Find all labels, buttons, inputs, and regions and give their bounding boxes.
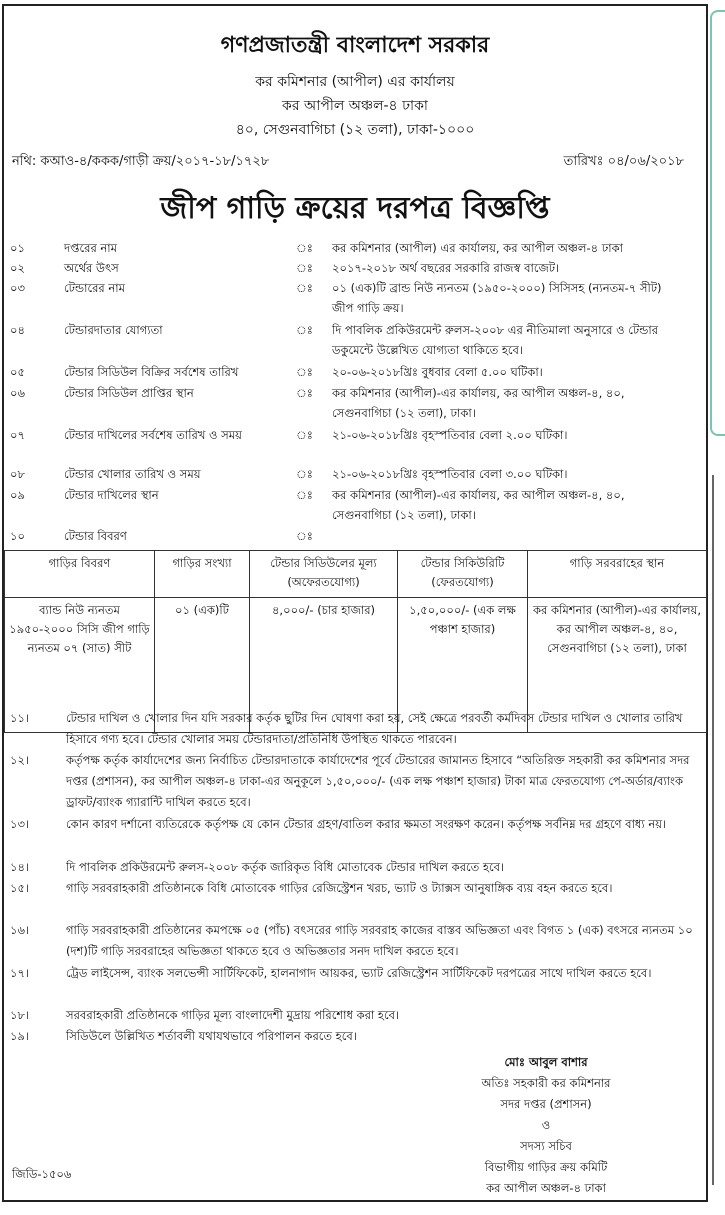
tender-notice [2, 4, 708, 1202]
office-zone: কর আপীল অঞ্চল-৪ ঢাকা [282, 98, 428, 114]
clause [10, 814, 694, 835]
clause-number: ১৮। [10, 1008, 30, 1022]
clause-text: দি পাবলিক প্রকিউরমেন্ট রুলস-২০০৮ কর্তৃক জারিকৃত বিধি মোতাবেক টেন্ডার দাখিল করতে হবে। [66, 860, 505, 874]
item-value: ২০১৭-২০১৮ অর্থ বছরের সরকারি রাজস্ব বাজেট। [332, 261, 560, 275]
item-value: ২১-০৬-২০১৮খ্রিঃ বৃহস্পতিবার বেলা ২.০০ ঘটিকা। [332, 428, 568, 442]
item-colon: ঃ [296, 261, 313, 275]
clause-text: সরবরাহকারী প্রতিষ্ঠানকে গাড়ির মূল্য বাংলাদেশী মুদ্রায় পরিশোধ করা হবে। [66, 1008, 400, 1022]
item-number: ০১ [10, 241, 25, 255]
item-number: ০৯ [10, 488, 25, 502]
table-header: গাড়ির বিবরণ [5, 551, 155, 598]
item-label: টেন্ডারদাতার যোগ্যতা [64, 323, 163, 337]
tender-table [4, 550, 707, 733]
item-number: ১০ [10, 529, 25, 543]
clause [10, 857, 694, 878]
clause-number: ১৭। [10, 966, 30, 980]
clause-number: ১১। [10, 711, 30, 725]
clause [10, 1026, 694, 1047]
clause-text: কোন কারণ দর্শানো ব্যতিরেকে কর্তৃপক্ষ যে কোন টেন্ডার গ্রহণ/বাতিল করার ক্ষমতা সংরক্ষণ করেন। কর্তৃপক্ষ সর্বনিম্ন দর গ্রহণে বাধ্য নয়। [66, 817, 667, 831]
item-value: কর কমিশনার (আপীল)-এর কার্যালয়, কর আপীল অঞ্চল-৪, ৪০, সেগুনবাগিচা (১২ তলা), ঢাকা। [332, 386, 625, 420]
clause [10, 920, 694, 962]
clause-number: ১৬। [10, 923, 30, 937]
item-number: ০৫ [10, 365, 25, 379]
table-header: টেন্ডার সিকিউরিটি (ফেরতযোগ্য) [398, 551, 528, 598]
clause [10, 750, 694, 813]
clause [10, 708, 694, 750]
item-colon: ঃ [296, 241, 313, 255]
item-number: ০৮ [10, 467, 25, 481]
clause-text: ট্রেড লাইসেন্স, ব্যাংক সলভেন্সী সার্টিফিকেট, হালনাগাদ আয়কর, ভ্যাট রেজিস্ট্রেশন সার্টিফিকেট দরপত্রের সাথে দাখিল করতে হবে। [66, 966, 652, 980]
signatory-conjunction: ও [541, 1118, 551, 1132]
item-value: ০১ (এক)টি ব্রান্ড নিউ ন্যনতম (১৯৫০-২০০০) সিসিসহ (ন্যনতম-৭ সীট) জীপ গাড়ি ক্রয়। [332, 281, 662, 315]
item-value: ২১-০৬-২০১৮খ্রিঃ বৃহস্পতিবার বেলা ৩.০০ ঘটিকা। [332, 467, 568, 481]
item-number: ০৭ [10, 428, 25, 442]
item-colon: ঃ [296, 428, 313, 442]
item-colon: ঃ [296, 467, 313, 481]
item-value: ২০-০৬-২০১৮খ্রিঃ বুধবার বেলা ৫.০০ ঘটিকা। [332, 365, 543, 379]
notice-headline: জীপ গাড়ি ক্রয়ের দরপত্র বিজ্ঞপ্তি [160, 191, 550, 226]
item-label: টেন্ডার খোলার তারিখ ও সময় [64, 467, 201, 481]
item-number: ০৩ [10, 281, 25, 295]
item-label: টেন্ডার বিবরণ [64, 529, 127, 543]
item-number: ০৪ [10, 323, 25, 337]
clause-text: টেন্ডার দাখিল ও খোলার দিন যদি সরকার কর্তৃক ছুটির দিন ঘোষণা করা হয়, সেই ক্ষেত্রে পরবর্তী কর্মদিবস টেন্ডার দাখিল ও খোলার তারিখ হিসাবে গণ্য হবে। টেন্ডার খোলার সময় টেন্ডারদাতা/প্রতিনিধি উপস্থিত থাকতে পারবেন। [66, 711, 683, 746]
clause-text: সিডিউলে উল্লিখিত শর্তাবলী যথাযথভাবে পরিপালন করতে হবে। [66, 1029, 357, 1043]
table-cell: ব্যান্ড নিউ ন্যনতম ১৯৫০-২০০০ সিসি জীপ গাড়ি ন্যনতম ০৭ (সাত) সীট [5, 598, 155, 733]
table-header: গাড়ির সংখ্যা [155, 551, 250, 598]
clause-text: গাড়ি সরবরাহকারী প্রতিষ্ঠানকে বিধি মোতাবেক গাড়ির রেজিস্ট্রেশন খরচ, ভ্যাট ও ট্যাক্সস আনুষাঙ্গিক ব্যয় বহন করতে হবে। [66, 881, 613, 895]
item-number: ০৬ [10, 386, 25, 400]
signatory-title: সদস্য সচিব [520, 1139, 572, 1153]
gd-number: জিডি-১৫০৬ [12, 1167, 72, 1181]
signatory-title: অতিঃ সহকারী কর কমিশনার [481, 1076, 611, 1090]
item-label: টেন্ডার দাখিলের স্থান [64, 488, 159, 502]
govt-name: গণপ্রজাতন্ত্রী বাংলাদেশ সরকার [220, 33, 490, 58]
notice-date: তারিখঃ ০৪/০৬/২০১৮ [563, 154, 684, 169]
item-colon: ঃ [296, 386, 313, 400]
item-value: কর কমিশনার (আপীল)-এর কার্যালয়, কর আপীল অঞ্চল-৪, ৪০, সেগুনবাগিচা (১২ তলা), ঢাকা। [332, 488, 625, 522]
adjacent-ad-frame [710, 10, 725, 436]
table-cell: কর কমিশনার (আপীল)-এর কার্যালয়, কর আপীল অঞ্চল-৪, ৪০, সেগুনবাগিচা (১২ তলা), ঢাকা [528, 598, 707, 733]
table-cell: ৪,০০০/- (চার হাজার) [250, 598, 398, 733]
item-number: ০২ [10, 261, 25, 275]
item-colon: ঃ [296, 365, 313, 379]
signature-block [446, 1052, 646, 1199]
clause [10, 1005, 694, 1026]
column-divider [712, 475, 714, 1185]
signatory-title: কর আপীল অঞ্চল-৪ ঢাকা [486, 1181, 606, 1195]
clause-number: ১৯। [10, 1029, 30, 1043]
memo-number: নথি: কআও-৪/ককক/গাড়ী ক্রয়/২০১৭-১৮/১৭২৮ [12, 154, 270, 169]
table-cell: ০১ (এক)টি [155, 598, 250, 733]
signatory-title: বিভাগীয় গাড়ির ক্রয় কমিটি [484, 1160, 608, 1174]
item-label: টেন্ডার দাখিলের সর্বশেষ তারিখ ও সময় [64, 428, 242, 442]
clause-text: কর্তৃপক্ষ কর্তৃক কার্যাদেশের জন্য নির্বাচিত টেন্ডারদাতাকে কার্যাদেশের পূর্বে টেন্ডারের জামানত হিসাবে “অতিরিক্ত সহকারী কর কমিশনার সদর দপ্তর (প্রশাসন), কর আপীল অঞ্চল-৪ ঢাকা-এর অনুকূলে ১,৫০,০০০/- (এক লক্ষ পঞ্চাশ হাজার) টাকা মাত্র ফেরতযোগ্য পে-অর্ডার/ব্যাংক ড্রাফট/ব্যাংক গ্যারান্টি দাখিল করতে হবে। [66, 753, 690, 809]
item-value: দি পাবলিক প্রকিউরমেন্ট রুলস-২০০৮ এর নীতিমালা অনুসারে ও টেন্ডার ডকুমেন্টে উল্লেখিত যোগ্যতা থাকিতে হবে। [332, 323, 659, 357]
clause-number: ১৩। [10, 817, 30, 831]
table-header: গাড়ি সরবরাহের স্থান [528, 551, 707, 598]
item-value: কর কমিশনার (আপীল) এর কার্যালয়, কর আপীল অঞ্চল-৪ ঢাকা [332, 241, 623, 255]
clause-number: ১৪। [10, 860, 30, 874]
item-colon: ঃ [296, 529, 313, 543]
table-cell: ১,৫০,০০০/- (এক লক্ষ পঞ্চাশ হাজার) [398, 598, 528, 733]
item-label: দপ্তরের নাম [64, 241, 118, 255]
item-label: টেন্ডার সিডিউল বিক্রির সর্বশেষ তারিখ [64, 365, 239, 379]
clause [10, 878, 694, 899]
office-name: কর কমিশনার (আপীল) এর কার্যালয় [255, 74, 455, 90]
clause-number: ১২। [10, 753, 30, 767]
signatory-name: মোঃ আবুল বাশার [504, 1055, 588, 1069]
office-address: ৪০, সেগুনবাগিচা (১২ তলা), ঢাকা-১০০০ [235, 122, 475, 138]
table-header-row [5, 551, 707, 598]
signatory-title: সদর দপ্তর (প্রশাসন) [500, 1097, 592, 1111]
item-colon: ঃ [296, 281, 313, 295]
item-colon: ঃ [296, 323, 313, 337]
reference-line [12, 152, 684, 173]
table-header: টেন্ডার সিডিউলের মূল্য (অফেরতযোগ্য) [250, 551, 398, 598]
clause-number: ১৫। [10, 881, 30, 895]
item-label: টেন্ডার সিডিউল প্রাপ্তির স্থান [64, 386, 194, 400]
clause [10, 963, 694, 984]
clause-text: গাড়ি সরবরাহকারী প্রতিষ্ঠানের কমপক্ষে ০৫ (পাঁচ) বৎসরের গাড়ি সরবরাহ কাজের বাস্তব অভিজ্ঞতা এবং বিগত ১ (এক) বৎসরে ন্যনতম ১০ (দশ)টি গাড়ি সরবরাহের অভিজ্ঞতা থাকতে হবে ও অভিজ্ঞতার সনদ দাখিল করতে হবে। [66, 923, 693, 958]
item-label: টেন্ডারের নাম [64, 281, 125, 295]
item-colon: ঃ [296, 488, 313, 502]
item-label: অর্থের উৎস [64, 261, 119, 275]
